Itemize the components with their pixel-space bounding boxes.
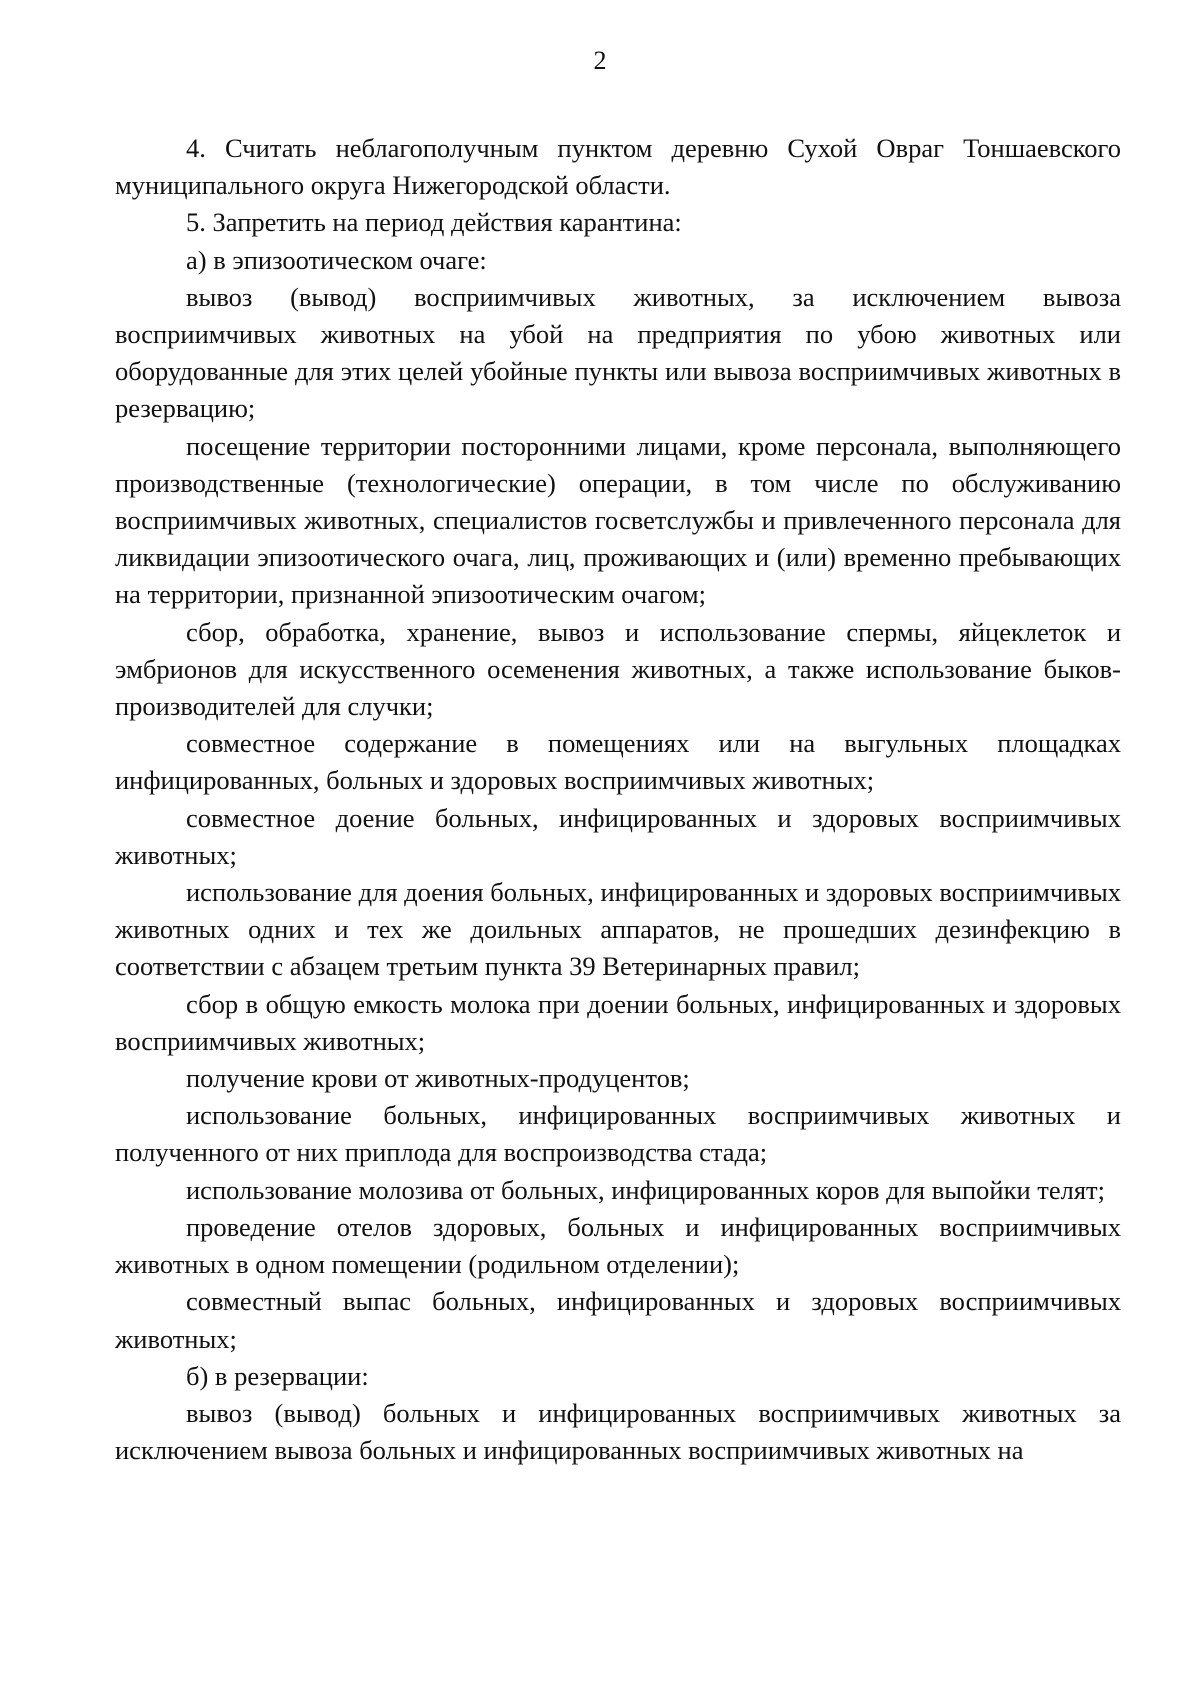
paragraph: совместный выпас больных, инфицированных и здоровых восприимчивых животных; (115, 1286, 1121, 1354)
paragraph-item-4: 4. Считать неблагополучным пунктом деревню Сухой Овраг Тоншаевского муниципального округа Нижегородской области. (115, 133, 1121, 201)
paragraph: вывоз (вывод) больных и инфицированных восприимчивых животных за исключением вывоза больных и инфицированных восприимчивых животных на (115, 1397, 1121, 1466)
paragraph: совместное содержание в помещениях или на выгульных площадках инфицированных, больных и здоровых восприимчивых животных; (115, 728, 1121, 796)
paragraph: использование больных, инфицированных восприимчивых животных и полученного от них приплода для воспроизводства стада; (115, 1100, 1121, 1168)
page-number: 2 (593, 46, 607, 75)
paragraph: проведение отелов здоровых, больных и инфицированных восприимчивых животных в одном помещении (родильном отделении); (115, 1211, 1121, 1280)
paragraph: использование для доения больных, инфицированных и здоровых восприимчивых животных одних и тех же доильных аппаратов, не прошедших дезинфекцию в соответствии с абзацем третьим пункта 39 Ветеринарных правил; (115, 877, 1121, 982)
subsection-b-heading: б) в резервации: (186, 1360, 369, 1391)
paragraph: вывоз (вывод) восприимчивых животных, за исключением вывоза восприимчивых животных на убой на предприятия по убою животных или оборудованные для этих целей убойные пункты или вывоза восприимчивых животных в резервацию; (115, 281, 1121, 424)
paragraph: сбор в общую емкость молока при доении больных, инфицированных и здоровых восприимчивых животных; (115, 988, 1121, 1056)
subsection-a-heading: а) в эпизоотическом очаге: (186, 244, 487, 275)
paragraph: сбор, обработка, хранение, вывоз и использование спермы, яйцеклеток и эмбрионов для искусственного осеменения животных, а также использование быков-производителей для случки; (115, 616, 1121, 722)
paragraph: посещение территории посторонними лицами, кроме персонала, выполняющего производственные (технологические) операции, в том числе по обслуживанию восприимчивых животных, специалистов госветслужбы и привлеченного персонала для ликвидации эпизоотического очага, лиц, проживающих и (или) временно пребывающих на территории, признанной эпизоотическим очагом; (115, 430, 1121, 610)
document-body (115, 130, 1121, 1469)
paragraph: использование молозива от больных, инфицированных коров для выпойки телят; (186, 1174, 1105, 1205)
paragraph-item-5: 5. Запретить на период действия карантина: (186, 207, 682, 238)
paragraph: совместное доение больных, инфицированных и здоровых восприимчивых животных; (115, 802, 1121, 870)
paragraph: получение крови от животных-продуцентов; (186, 1063, 690, 1094)
